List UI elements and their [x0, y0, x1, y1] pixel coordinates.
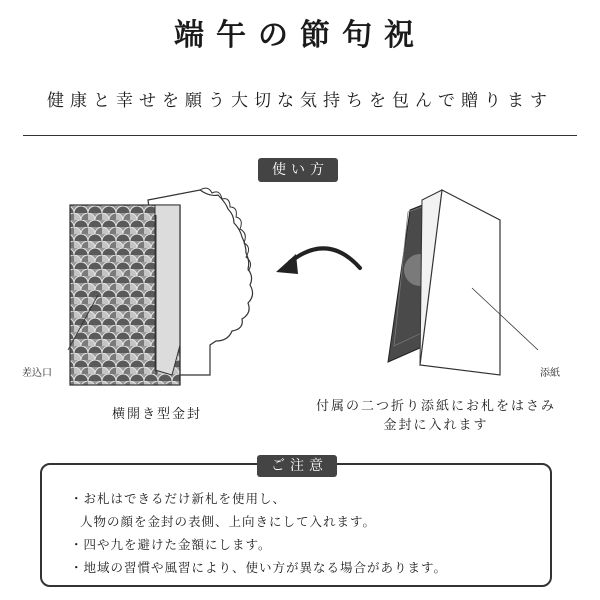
arrow-icon — [268, 240, 368, 285]
insert-paper-illustration — [380, 180, 570, 380]
envelope-illustration — [60, 185, 280, 400]
note-item: ・地域の習慣や風習により、使い方が異なる場合があります。 — [70, 560, 448, 575]
envelope-caption: 横開き型金封 — [111, 407, 202, 422]
paper-label: 添紙 — [540, 368, 560, 379]
note-item: ・お札はできるだけ新札を使用し、 — [70, 491, 287, 506]
divider — [23, 135, 577, 136]
insert-caption-line2: 金封に入れます — [383, 418, 489, 433]
notes-list — [70, 487, 550, 579]
note-item: ・四や九を避けた金額にします。 — [70, 537, 272, 552]
page-subtitle: 健康と幸せを願う大切な気持ちを包んで贈ります — [47, 91, 553, 111]
slot-label: 差込口 — [22, 368, 52, 379]
notes-heading: ご注意 — [257, 455, 337, 477]
usage-heading: 使い方 — [258, 158, 338, 182]
insert-caption-line1: 付属の二つ折り添紙にお札をはさみ — [315, 399, 556, 414]
page-title: 端午の節句祝 — [174, 18, 426, 53]
note-item: 人物の顔を金封の表側、上向きにして入れます。 — [80, 514, 377, 529]
